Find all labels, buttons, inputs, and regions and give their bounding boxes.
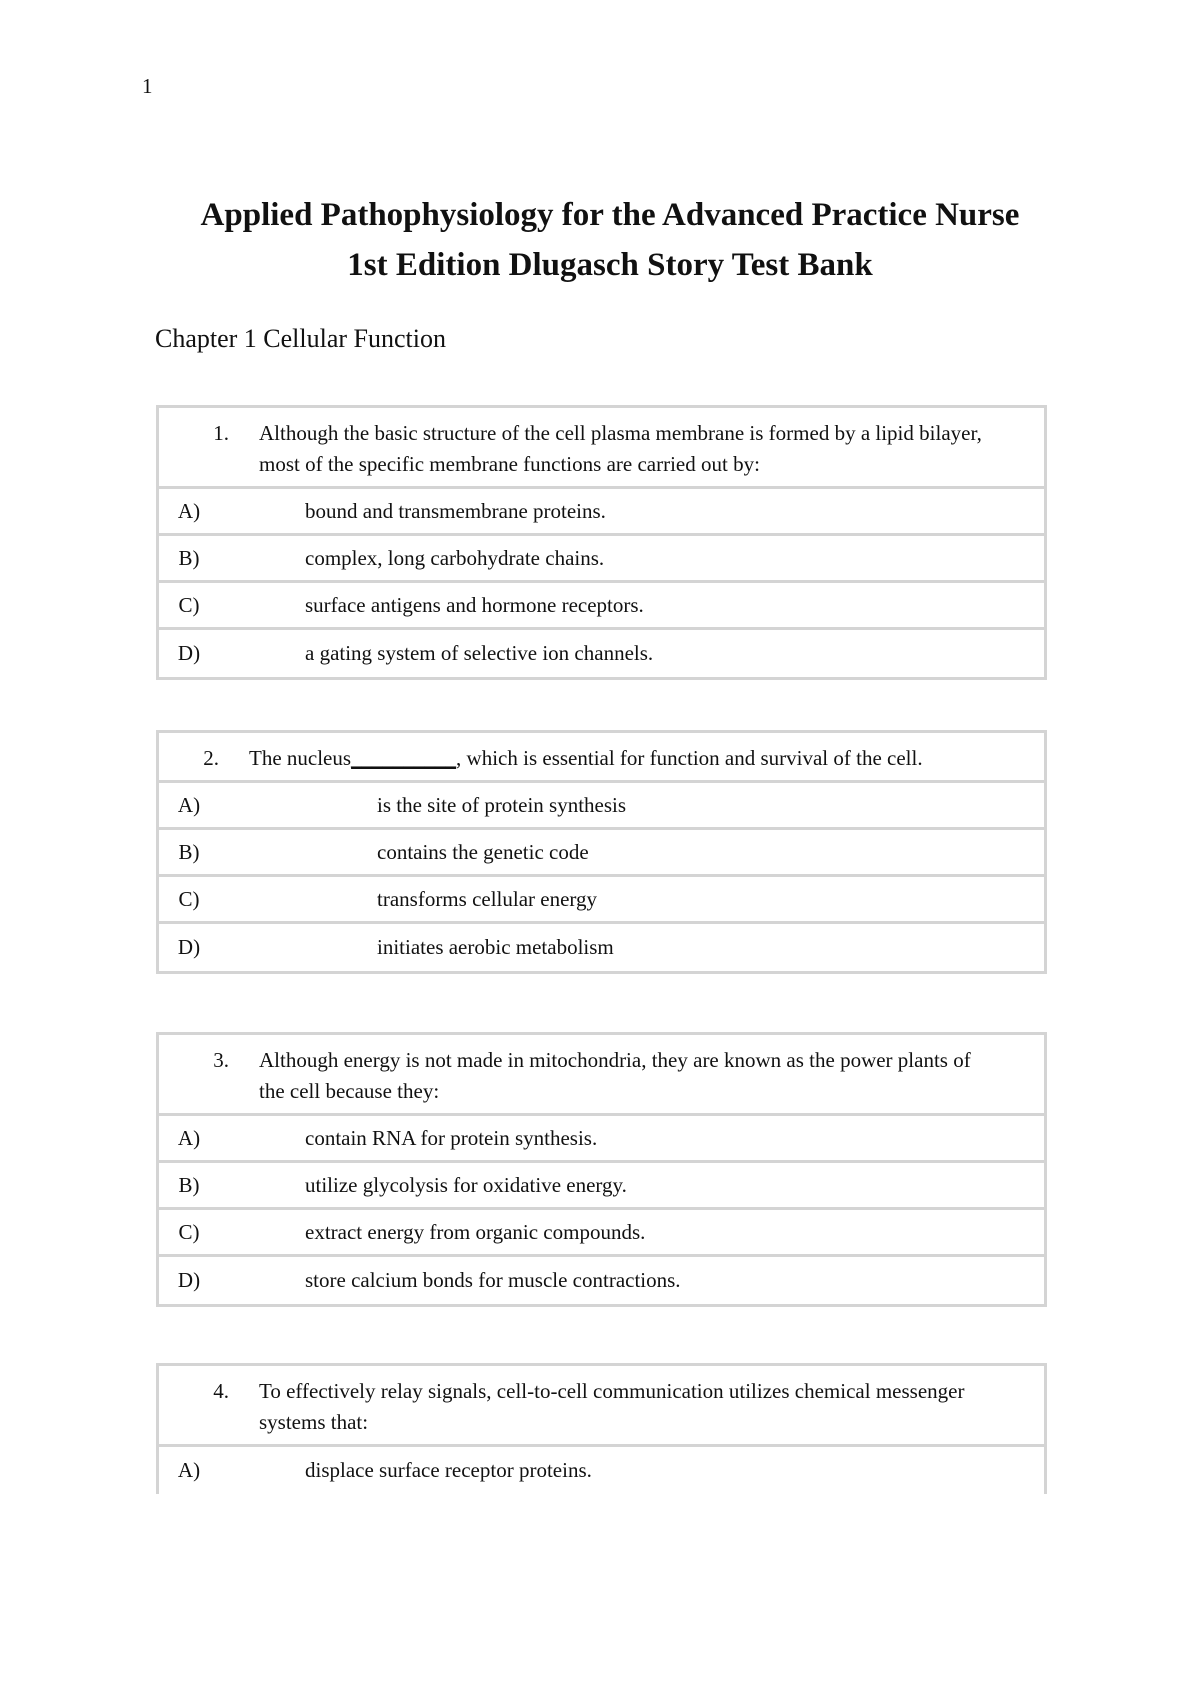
- question-3-table: [156, 1032, 1047, 1307]
- option-label: B): [178, 839, 200, 864]
- answer-option-c: [159, 583, 1044, 630]
- option-label: D): [177, 935, 201, 959]
- option-label: C): [178, 886, 200, 911]
- question-text: Although the basic structure of the cell plasma membrane is formed by a lipid bilayer, most of the specific membrane functions are carried out by:: [259, 421, 982, 476]
- question-stem: [159, 408, 1044, 489]
- question-stem: [159, 733, 1044, 783]
- answer-option-a: [159, 1116, 1044, 1163]
- option-text: transforms cellular energy: [377, 886, 598, 911]
- answer-option-c: [159, 877, 1044, 924]
- document-title: [150, 190, 1070, 290]
- option-label: D): [177, 1268, 201, 1292]
- option-label: A): [177, 1125, 201, 1150]
- option-label: A): [177, 792, 201, 817]
- answer-option-b: [159, 830, 1044, 877]
- question-stem: [159, 1366, 1044, 1447]
- option-text: initiates aerobic metabolism: [377, 935, 614, 959]
- option-text: utilize glycolysis for oxidative energy.: [305, 1172, 627, 1197]
- question-text-after: , which is essential for function and survival of the cell.: [456, 746, 923, 770]
- option-text: contains the genetic code: [377, 839, 589, 864]
- option-label: A): [177, 1458, 201, 1482]
- option-text: is the site of protein synthesis: [377, 792, 627, 817]
- option-text: extract energy from organic compounds.: [305, 1219, 646, 1244]
- question-stem: [159, 1035, 1044, 1116]
- answer-blank: __________: [351, 746, 457, 770]
- option-label: C): [178, 592, 200, 617]
- page-number: 1: [142, 74, 153, 98]
- option-label: B): [178, 1172, 200, 1197]
- question-text: Although energy is not made in mitochondria, they are known as the power plants of the cell because they:: [259, 1048, 971, 1103]
- answer-option-d: [159, 924, 1044, 971]
- option-text: complex, long carbohydrate chains.: [305, 545, 605, 570]
- option-text: displace surface receptor proteins.: [305, 1458, 592, 1482]
- answer-option-a: [159, 1447, 1044, 1494]
- question-text: To effectively relay signals, cell-to-cell communication utilizes chemical messenger systems that:: [259, 1379, 965, 1434]
- answer-option-a: [159, 489, 1044, 536]
- answer-option-d: [159, 630, 1044, 677]
- question-number: 2.: [203, 746, 219, 770]
- question-text: [249, 743, 1044, 774]
- answer-option-b: [159, 536, 1044, 583]
- option-label: B): [178, 545, 200, 570]
- answer-option-b: [159, 1163, 1044, 1210]
- question-text-before: The nucleus: [249, 746, 352, 770]
- question-4-table: [156, 1363, 1047, 1494]
- option-label: C): [178, 1219, 200, 1244]
- chapter-heading: Chapter 1 Cellular Function: [155, 324, 447, 353]
- title-line-1: Applied Pathophysiology for the Advanced Practice Nurse: [200, 197, 1020, 233]
- answer-option-d: [159, 1257, 1044, 1304]
- option-text: store calcium bonds for muscle contractions.: [305, 1268, 681, 1292]
- question-2-table: [156, 730, 1047, 974]
- option-text: bound and transmembrane proteins.: [305, 498, 606, 523]
- question-number: 1.: [213, 421, 229, 445]
- answer-option-a: [159, 783, 1044, 830]
- option-label: D): [177, 641, 201, 665]
- option-label: A): [177, 498, 201, 523]
- option-text: surface antigens and hormone receptors.: [305, 592, 644, 617]
- option-text: contain RNA for protein synthesis.: [305, 1125, 598, 1150]
- option-text: a gating system of selective ion channels.: [305, 641, 654, 665]
- question-1-table: [156, 405, 1047, 680]
- question-number: 3.: [213, 1048, 229, 1072]
- answer-option-c: [159, 1210, 1044, 1257]
- title-line-2: 1st Edition Dlugasch Story Test Bank: [347, 247, 873, 283]
- question-number: 4.: [213, 1379, 229, 1403]
